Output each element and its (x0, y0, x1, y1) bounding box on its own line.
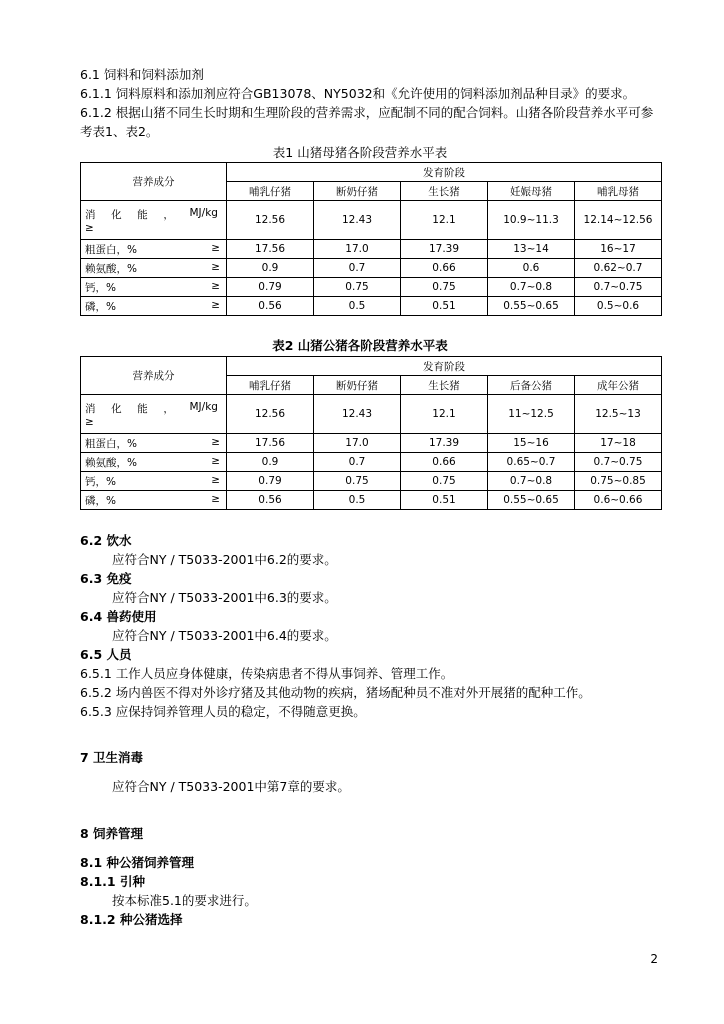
heading-6-4: 6.4 兽药使用 (80, 609, 157, 624)
table-cell: 0.79 (227, 472, 314, 491)
row-label: 赖氨酸，% ≥ (81, 453, 227, 472)
table2-stage: 生长猪 (401, 376, 488, 395)
table1 (80, 162, 662, 316)
table-cell: 17.39 (401, 434, 488, 453)
table-cell: 0.56 (227, 297, 314, 316)
table-cell: 0.62~0.7 (575, 259, 662, 278)
table-cell: 0.9 (227, 453, 314, 472)
table-row (81, 491, 662, 510)
table-cell: 0.9 (227, 259, 314, 278)
table-cell: 0.7 (314, 453, 401, 472)
heading-8-1: 8.1 种公猪饲养管理 (80, 855, 194, 870)
table-cell: 0.75~0.85 (575, 472, 662, 491)
table-cell: 0.79 (227, 278, 314, 297)
table2-caption: 表2 山猪公猪各阶段营养水平表 (272, 338, 448, 353)
table-cell: 0.5~0.6 (575, 297, 662, 316)
clause-6-5-2: 6.5.2 场内兽医不得对外诊疗猪及其他动物的疾病，猪场配种员不准对外开展猪的配种工作。 (80, 685, 591, 700)
row-label: 赖氨酸，% ≥ (81, 259, 227, 278)
table1-header-stage: 发育阶段 (227, 163, 662, 182)
clause-6-1-2: 6.1.2 根据山猪不同生长时期和生理阶段的营养需求，应配制不同的配合饲料。山猪各阶段营养水平可参 (80, 105, 654, 120)
table-cell: 15~16 (488, 434, 575, 453)
table-row (81, 472, 662, 491)
table-cell: 0.7~0.75 (575, 278, 662, 297)
table-cell: 0.66 (401, 259, 488, 278)
table2-header-stage: 发育阶段 (227, 357, 662, 376)
table2-stage: 断奶仔猪 (314, 376, 401, 395)
table1-caption: 表1 山猪母猪各阶段营养水平表 (272, 145, 448, 160)
heading-8-1-2: 8.1.2 种公猪选择 (80, 912, 183, 927)
body-6-4: 应符合NY / T5033-2001中6.4的要求。 (112, 628, 337, 643)
row-label: 钙，% ≥ (81, 278, 227, 297)
table-cell: 11~12.5 (488, 395, 575, 434)
table-cell: 12.56 (227, 395, 314, 434)
table-cell: 0.65~0.7 (488, 453, 575, 472)
table-cell: 0.5 (314, 297, 401, 316)
row-label: 钙，% ≥ (81, 472, 227, 491)
table-cell: 12.5~13 (575, 395, 662, 434)
table-cell: 12.1 (401, 201, 488, 240)
table1-stage: 哺乳母猪 (575, 182, 662, 201)
heading-8-1-1: 8.1.1 引种 (80, 874, 145, 889)
table2-stage: 成年公猪 (575, 376, 662, 395)
table-cell: 17.39 (401, 240, 488, 259)
table-row (81, 240, 662, 259)
table-cell: 0.75 (314, 472, 401, 491)
body-6-2: 应符合NY / T5033-2001中6.2的要求。 (112, 552, 337, 567)
table-cell: 0.75 (314, 278, 401, 297)
table-cell: 0.6 (488, 259, 575, 278)
table-row (81, 453, 662, 472)
table-cell: 10.9~11.3 (488, 201, 575, 240)
table-row (81, 434, 662, 453)
heading-6-1: 6.1 饲料和饲料添加剂 (80, 67, 204, 82)
table-cell: 13~14 (488, 240, 575, 259)
table-row (81, 201, 662, 240)
table2-stage: 后备公猪 (488, 376, 575, 395)
heading-8: 8 饲养管理 (80, 826, 144, 841)
table-cell: 0.7~0.8 (488, 278, 575, 297)
table-cell: 12.43 (314, 395, 401, 434)
table-cell: 16~17 (575, 240, 662, 259)
heading-6-2: 6.2 饮水 (80, 533, 132, 548)
table-row (81, 259, 662, 278)
table1-stage: 生长猪 (401, 182, 488, 201)
table1-stage: 哺乳仔猪 (227, 182, 314, 201)
heading-6-5: 6.5 人员 (80, 647, 132, 662)
table-row (81, 395, 662, 434)
table-cell: 0.6~0.66 (575, 491, 662, 510)
table-cell: 0.55~0.65 (488, 297, 575, 316)
body-6-3: 应符合NY / T5033-2001中6.3的要求。 (112, 590, 337, 605)
table1-stage: 断奶仔猪 (314, 182, 401, 201)
table-cell: 0.7~0.75 (575, 453, 662, 472)
row-label: 粗蛋白，% ≥ (81, 434, 227, 453)
clause-6-5-1: 6.5.1 工作人员应身体健康，传染病患者不得从事饲养、管理工作。 (80, 666, 454, 681)
clause-6-1-1: 6.1.1 饲料原料和添加剂应符合GB13078、NY5032和《允许使用的饲料添加剂品种目录》的要求。 (80, 86, 636, 101)
table-cell: 12.56 (227, 201, 314, 240)
table1-header-nutrient: 营养成分 (81, 163, 227, 201)
table-row (81, 278, 662, 297)
table-cell: 12.1 (401, 395, 488, 434)
table-cell: 12.14~12.56 (575, 201, 662, 240)
table-cell: 0.75 (401, 278, 488, 297)
table1-energy-label: 消 化 能 ， MJ/kg ≥ (81, 201, 227, 240)
table-cell: 0.7~0.8 (488, 472, 575, 491)
table-cell: 17~18 (575, 434, 662, 453)
table-cell: 0.51 (401, 297, 488, 316)
table2 (80, 356, 662, 510)
table1-stage: 妊娠母猪 (488, 182, 575, 201)
heading-7: 7 卫生消毒 (80, 750, 144, 765)
table-cell: 0.56 (227, 491, 314, 510)
table-cell: 0.5 (314, 491, 401, 510)
page-number: 2 (650, 952, 658, 966)
body-7: 应符合NY / T5033-2001中第7章的要求。 (112, 779, 350, 794)
table-cell: 17.56 (227, 240, 314, 259)
table-cell: 17.0 (314, 240, 401, 259)
table-cell: 12.43 (314, 201, 401, 240)
table2-header-nutrient: 营养成分 (81, 357, 227, 395)
table-cell: 0.55~0.65 (488, 491, 575, 510)
row-label: 磷，% ≥ (81, 491, 227, 510)
table-cell: 17.56 (227, 434, 314, 453)
row-label: 粗蛋白，% ≥ (81, 240, 227, 259)
body-8-1-1: 按本标准5.1的要求进行。 (112, 893, 257, 908)
table-row (81, 297, 662, 316)
clause-6-1-2-cont: 考表1、表2。 (80, 124, 159, 139)
table2-energy-label: 消 化 能 ， MJ/kg ≥ (81, 395, 227, 434)
table-cell: 0.66 (401, 453, 488, 472)
clause-6-5-3: 6.5.3 应保持饲养管理人员的稳定，不得随意更换。 (80, 704, 366, 719)
table-cell: 0.75 (401, 472, 488, 491)
row-label: 磷，% ≥ (81, 297, 227, 316)
table-cell: 17.0 (314, 434, 401, 453)
table-cell: 0.51 (401, 491, 488, 510)
table2-stage: 哺乳仔猪 (227, 376, 314, 395)
heading-6-3: 6.3 免疫 (80, 571, 132, 586)
table-cell: 0.7 (314, 259, 401, 278)
